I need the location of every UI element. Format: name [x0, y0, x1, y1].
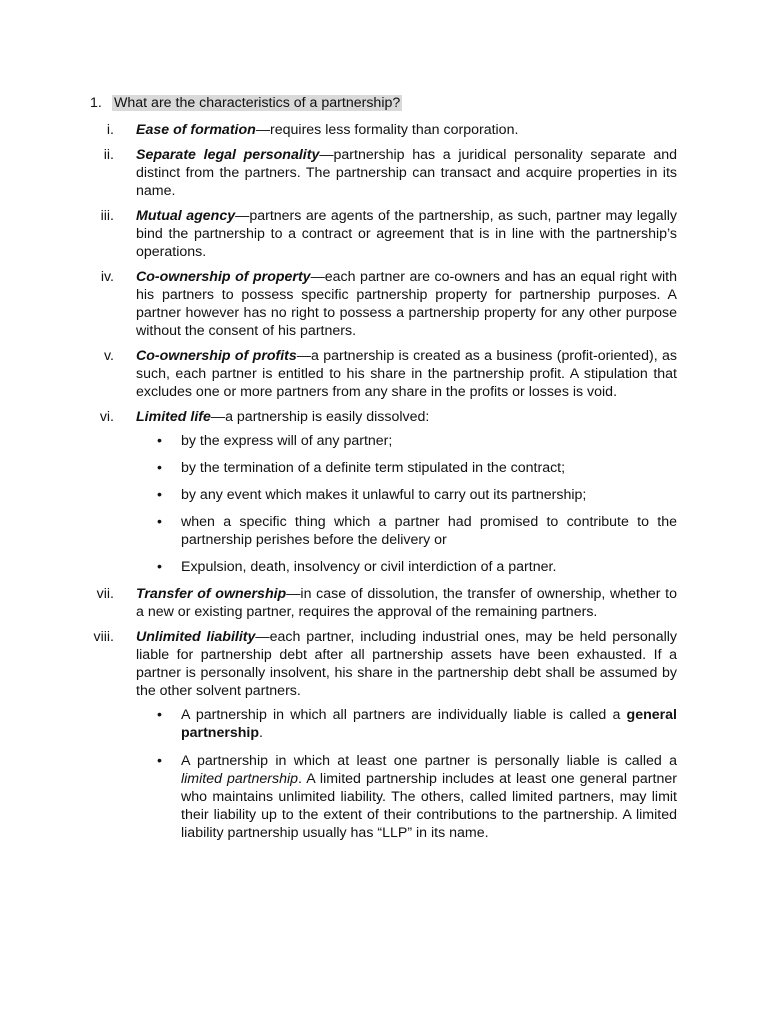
- item-term: Separate legal personality: [136, 147, 320, 163]
- bullet-italic-term: limited partnership: [181, 771, 299, 787]
- bullet-item: [136, 558, 677, 576]
- item-text: —a partnership is created as a business (profit-oriented), as such, each partner is entitled to his share in the partnership profit. A stipulation that excludes one or more partners from any share in the profits or losses is void.: [136, 348, 677, 400]
- roman-numeral: vi.: [99, 409, 114, 425]
- item-term: Unlimited liability: [136, 629, 256, 645]
- bullet-bold-term: general partnership: [181, 707, 677, 741]
- bullet-text: when a specific thing which a partner had promised to contribute to the partnership perishes before the delivery or: [181, 514, 677, 548]
- bullet-icon: •: [157, 514, 162, 530]
- roman-numeral: vii.: [96, 586, 114, 602]
- question-text-highlighted: What are the characteristics of a partnership?: [114, 95, 401, 111]
- bullet-icon: •: [157, 433, 162, 449]
- item-text: —a partnership is easily dissolved:: [210, 409, 430, 425]
- bullet-icon: •: [157, 707, 162, 723]
- bullet-icon: •: [157, 559, 162, 575]
- item-term: Limited life: [136, 409, 211, 425]
- bullet-icon: •: [157, 487, 162, 503]
- bullet-item: [136, 513, 677, 549]
- list-item: [0, 268, 768, 340]
- roman-numeral: iv.: [100, 269, 114, 285]
- bullet-icon: •: [157, 753, 162, 769]
- roman-numeral: i.: [106, 122, 114, 138]
- item-text: —partnership has a juridical personality separate and distinct from the partners. The partnership can transact and acquire properties in its name.: [136, 147, 677, 199]
- bullet-item: [136, 752, 677, 842]
- bullet-text: by any event which makes it unlawful to carry out its partnership;: [181, 487, 587, 503]
- bullet-item: [136, 459, 677, 477]
- item-text: —in case of dissolution, the transfer of ownership, whether to a new or existing partner, requires the approval of the remaining partners.: [136, 586, 677, 620]
- liability-bullets: [0, 706, 768, 842]
- item-text: —each partner, including industrial ones, may be held personally liable for partnership debt after all partnership assets have been exhausted. If a partner is personally insolvent, his share in the partnership debt shall be assumed by the other solvent partners.: [136, 629, 677, 699]
- item-term: Co-ownership of property: [136, 269, 311, 285]
- characteristics-list: [0, 121, 768, 852]
- bullet-item: [136, 432, 677, 450]
- bullet-text: by the express will of any partner;: [181, 433, 393, 449]
- bullet-item: [136, 486, 677, 504]
- list-item: [0, 408, 768, 576]
- question-number: 1.: [90, 95, 102, 111]
- bullet-text: A partnership in which all partners are individually liable is called a: [181, 707, 627, 723]
- roman-numeral: viii.: [93, 629, 114, 645]
- item-term: Transfer of ownership: [136, 586, 287, 602]
- bullet-icon: •: [157, 460, 162, 476]
- question-heading: [90, 94, 402, 112]
- roman-numeral: ii.: [103, 147, 114, 163]
- list-item: [0, 628, 768, 842]
- bullet-text: A partnership in which at least one partner is personally liable is called a: [181, 753, 677, 769]
- bullet-text-end: .: [259, 725, 263, 741]
- limited-life-bullets: [0, 432, 768, 576]
- item-term: Mutual agency: [136, 208, 236, 224]
- bullet-text-end: . A limited partnership includes at least one general partner who maintains unlimited liability. The others, called limited partners, may limit their liability up to the extent of their contributions to the partnership. A limited liability partnership usually has “LLP” in its name.: [181, 771, 677, 841]
- bullet-item: [136, 706, 677, 742]
- item-term: Co-ownership of profits: [136, 348, 297, 364]
- bullet-text: Expulsion, death, insolvency or civil interdiction of a partner.: [181, 559, 557, 575]
- item-text: —each partner are co-owners and has an equal right with his partners to possess specific partnership property for partnership purposes. A partner however has no right to possess a partnership property for any other purpose without the consent of his partners.: [136, 269, 678, 339]
- bullet-text: by the termination of a definite term stipulated in the contract;: [181, 460, 566, 476]
- list-item: [0, 207, 768, 261]
- list-item: [0, 146, 768, 200]
- list-item: [0, 121, 768, 139]
- roman-numeral: iii.: [100, 208, 114, 224]
- item-term: Ease of formation: [136, 122, 256, 138]
- item-text: —requires less formality than corporation.: [255, 122, 519, 138]
- roman-numeral: v.: [104, 348, 114, 364]
- list-item: [0, 347, 768, 401]
- item-text: —partners are agents of the partnership, as such, partner may legally bind the partnership to a contract or agreement that is in line with the partnership’s operations.: [136, 208, 677, 260]
- list-item: [0, 585, 768, 621]
